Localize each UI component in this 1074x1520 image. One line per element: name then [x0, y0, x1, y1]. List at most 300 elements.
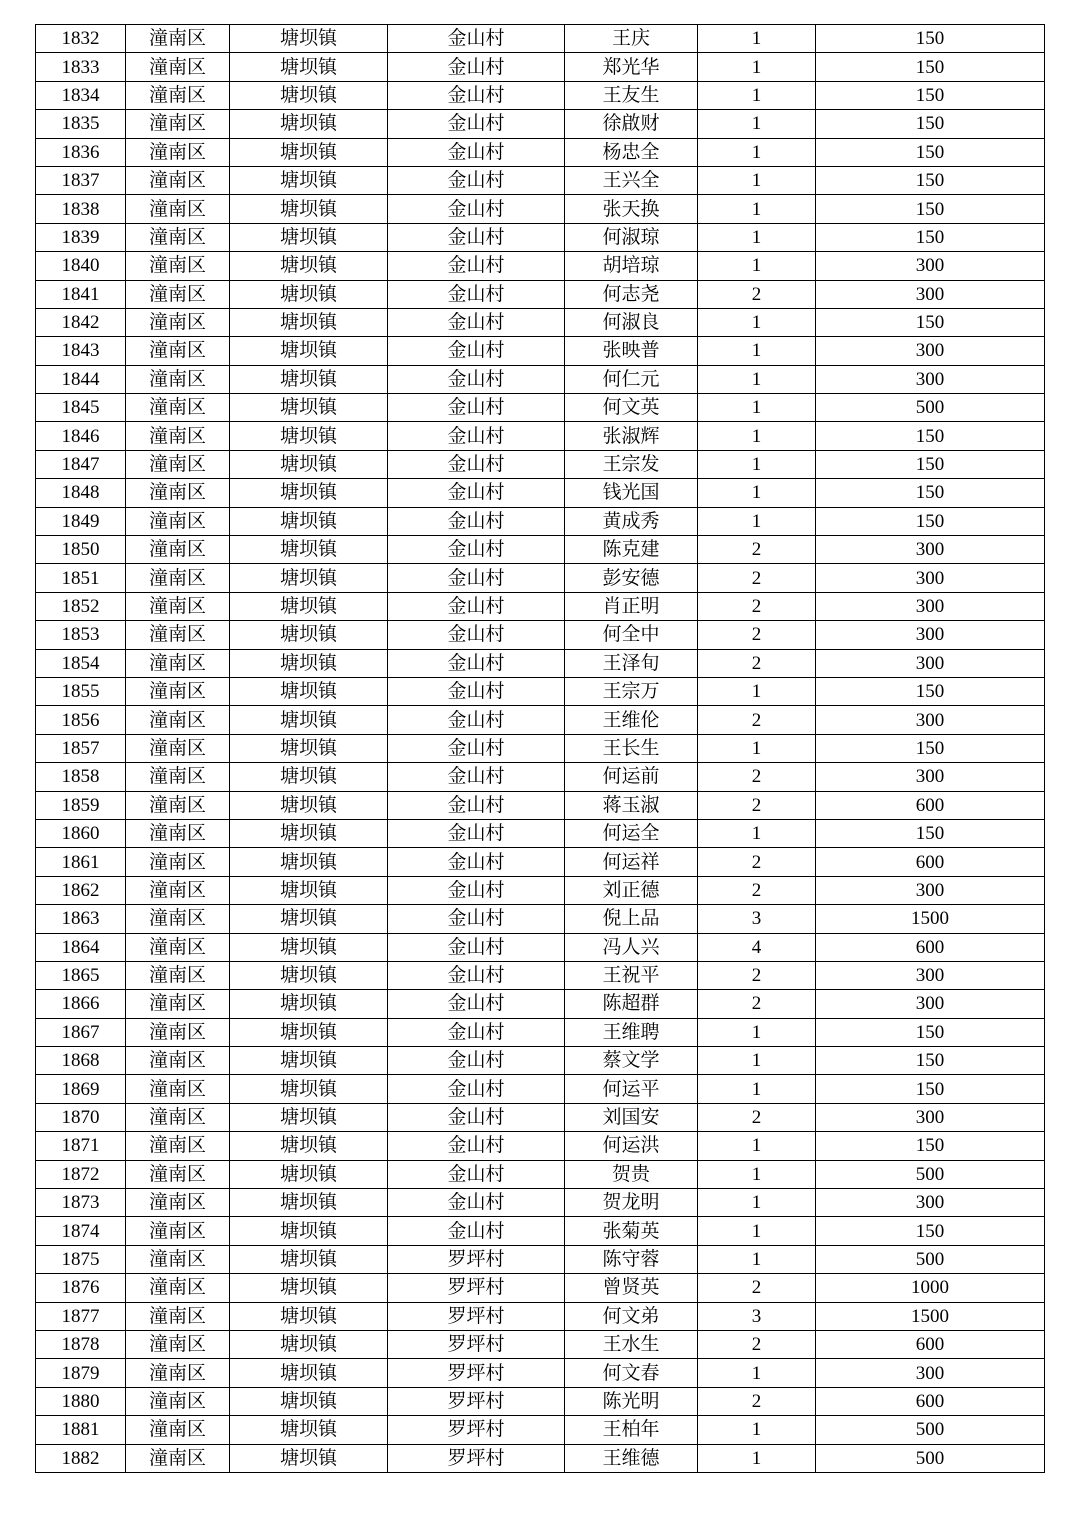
- amount-cell: 150: [816, 507, 1045, 535]
- district-cell: 潼南区: [126, 1103, 230, 1131]
- household-count-cell: 1: [698, 1018, 816, 1046]
- village-cell: 金山村: [388, 110, 565, 138]
- serial-number-cell: 1863: [36, 905, 126, 933]
- amount-cell: 150: [816, 819, 1045, 847]
- serial-number-cell: 1882: [36, 1444, 126, 1472]
- village-cell: 金山村: [388, 365, 565, 393]
- name-cell: 曾贤英: [565, 1274, 698, 1302]
- village-cell: 罗坪村: [388, 1416, 565, 1444]
- table-row: [36, 905, 1045, 933]
- village-cell: 金山村: [388, 876, 565, 904]
- name-cell: 何淑琼: [565, 223, 698, 251]
- household-count-cell: 2: [698, 961, 816, 989]
- town-cell: 塘坝镇: [230, 649, 388, 677]
- town-cell: 塘坝镇: [230, 961, 388, 989]
- name-cell: 何志尧: [565, 280, 698, 308]
- table-row: [36, 365, 1045, 393]
- household-count-cell: 1: [698, 252, 816, 280]
- village-cell: 金山村: [388, 905, 565, 933]
- district-cell: 潼南区: [126, 1132, 230, 1160]
- district-cell: 潼南区: [126, 819, 230, 847]
- name-cell: 王维伦: [565, 706, 698, 734]
- household-count-cell: 1: [698, 138, 816, 166]
- district-cell: 潼南区: [126, 1302, 230, 1330]
- serial-number-cell: 1877: [36, 1302, 126, 1330]
- amount-cell: 300: [816, 1189, 1045, 1217]
- town-cell: 塘坝镇: [230, 1359, 388, 1387]
- district-cell: 潼南区: [126, 138, 230, 166]
- amount-cell: 1500: [816, 1302, 1045, 1330]
- serial-number-cell: 1864: [36, 933, 126, 961]
- household-count-cell: 1: [698, 677, 816, 705]
- name-cell: 何文春: [565, 1359, 698, 1387]
- town-cell: 塘坝镇: [230, 819, 388, 847]
- name-cell: 何全中: [565, 621, 698, 649]
- household-count-cell: 1: [698, 195, 816, 223]
- village-cell: 罗坪村: [388, 1245, 565, 1273]
- name-cell: 刘国安: [565, 1103, 698, 1131]
- village-cell: 罗坪村: [388, 1302, 565, 1330]
- district-cell: 潼南区: [126, 280, 230, 308]
- town-cell: 塘坝镇: [230, 337, 388, 365]
- name-cell: 王长生: [565, 734, 698, 762]
- town-cell: 塘坝镇: [230, 1217, 388, 1245]
- table-row: [36, 649, 1045, 677]
- amount-cell: 300: [816, 706, 1045, 734]
- household-count-cell: 1: [698, 1075, 816, 1103]
- town-cell: 塘坝镇: [230, 308, 388, 336]
- town-cell: 塘坝镇: [230, 706, 388, 734]
- district-cell: 潼南区: [126, 337, 230, 365]
- amount-cell: 300: [816, 252, 1045, 280]
- table-row: [36, 110, 1045, 138]
- household-count-cell: 3: [698, 1302, 816, 1330]
- household-count-cell: 2: [698, 1103, 816, 1131]
- name-cell: 蔡文学: [565, 1047, 698, 1075]
- household-count-cell: 2: [698, 876, 816, 904]
- table-row: [36, 1132, 1045, 1160]
- name-cell: 何运全: [565, 819, 698, 847]
- name-cell: 黄成秀: [565, 507, 698, 535]
- village-cell: 金山村: [388, 280, 565, 308]
- household-count-cell: 1: [698, 1132, 816, 1160]
- name-cell: 胡培琼: [565, 252, 698, 280]
- table-row: [36, 280, 1045, 308]
- name-cell: 王维德: [565, 1444, 698, 1472]
- table-row: [36, 53, 1045, 81]
- name-cell: 郑光华: [565, 53, 698, 81]
- district-cell: 潼南区: [126, 1387, 230, 1415]
- name-cell: 徐啟财: [565, 110, 698, 138]
- town-cell: 塘坝镇: [230, 1274, 388, 1302]
- household-count-cell: 1: [698, 394, 816, 422]
- serial-number-cell: 1875: [36, 1245, 126, 1273]
- household-count-cell: 2: [698, 791, 816, 819]
- amount-cell: 150: [816, 1047, 1045, 1075]
- household-count-cell: 2: [698, 1387, 816, 1415]
- serial-number-cell: 1833: [36, 53, 126, 81]
- name-cell: 陈超群: [565, 990, 698, 1018]
- town-cell: 塘坝镇: [230, 1302, 388, 1330]
- name-cell: 刘正德: [565, 876, 698, 904]
- amount-cell: 150: [816, 166, 1045, 194]
- serial-number-cell: 1865: [36, 961, 126, 989]
- town-cell: 塘坝镇: [230, 280, 388, 308]
- serial-number-cell: 1844: [36, 365, 126, 393]
- town-cell: 塘坝镇: [230, 1018, 388, 1046]
- district-cell: 潼南区: [126, 166, 230, 194]
- town-cell: 塘坝镇: [230, 1387, 388, 1415]
- district-cell: 潼南区: [126, 536, 230, 564]
- serial-number-cell: 1869: [36, 1075, 126, 1103]
- village-cell: 金山村: [388, 252, 565, 280]
- amount-cell: 150: [816, 195, 1045, 223]
- village-cell: 金山村: [388, 990, 565, 1018]
- table-row: [36, 507, 1045, 535]
- serial-number-cell: 1879: [36, 1359, 126, 1387]
- table-row: [36, 1274, 1045, 1302]
- serial-number-cell: 1870: [36, 1103, 126, 1131]
- town-cell: 塘坝镇: [230, 848, 388, 876]
- name-cell: 张淑辉: [565, 422, 698, 450]
- household-count-cell: 2: [698, 592, 816, 620]
- town-cell: 塘坝镇: [230, 876, 388, 904]
- table-row: [36, 450, 1045, 478]
- village-cell: 罗坪村: [388, 1359, 565, 1387]
- district-cell: 潼南区: [126, 507, 230, 535]
- district-cell: 潼南区: [126, 1245, 230, 1273]
- household-count-cell: 2: [698, 564, 816, 592]
- district-cell: 潼南区: [126, 1359, 230, 1387]
- district-cell: 潼南区: [126, 1416, 230, 1444]
- village-cell: 罗坪村: [388, 1274, 565, 1302]
- town-cell: 塘坝镇: [230, 564, 388, 592]
- serial-number-cell: 1843: [36, 337, 126, 365]
- town-cell: 塘坝镇: [230, 734, 388, 762]
- town-cell: 塘坝镇: [230, 536, 388, 564]
- amount-cell: 300: [816, 763, 1045, 791]
- serial-number-cell: 1842: [36, 308, 126, 336]
- name-cell: 何淑良: [565, 308, 698, 336]
- town-cell: 塘坝镇: [230, 53, 388, 81]
- household-count-cell: 2: [698, 621, 816, 649]
- town-cell: 塘坝镇: [230, 1330, 388, 1358]
- amount-cell: 300: [816, 365, 1045, 393]
- village-cell: 金山村: [388, 961, 565, 989]
- serial-number-cell: 1857: [36, 734, 126, 762]
- district-cell: 潼南区: [126, 422, 230, 450]
- amount-cell: 300: [816, 1103, 1045, 1131]
- village-cell: 罗坪村: [388, 1444, 565, 1472]
- serial-number-cell: 1854: [36, 649, 126, 677]
- name-cell: 王泽旬: [565, 649, 698, 677]
- household-count-cell: 2: [698, 706, 816, 734]
- serial-number-cell: 1838: [36, 195, 126, 223]
- household-count-cell: 1: [698, 1245, 816, 1273]
- town-cell: 塘坝镇: [230, 933, 388, 961]
- serial-number-cell: 1868: [36, 1047, 126, 1075]
- village-cell: 金山村: [388, 507, 565, 535]
- village-cell: 金山村: [388, 308, 565, 336]
- table-row: [36, 223, 1045, 251]
- serial-number-cell: 1853: [36, 621, 126, 649]
- serial-number-cell: 1835: [36, 110, 126, 138]
- household-count-cell: 1: [698, 1189, 816, 1217]
- name-cell: 冯人兴: [565, 933, 698, 961]
- table-row: [36, 1103, 1045, 1131]
- amount-cell: 300: [816, 1359, 1045, 1387]
- table-row: [36, 308, 1045, 336]
- town-cell: 塘坝镇: [230, 905, 388, 933]
- village-cell: 金山村: [388, 933, 565, 961]
- amount-cell: 600: [816, 791, 1045, 819]
- household-count-cell: 2: [698, 990, 816, 1018]
- village-cell: 金山村: [388, 677, 565, 705]
- village-cell: 金山村: [388, 394, 565, 422]
- district-cell: 潼南区: [126, 365, 230, 393]
- name-cell: 王维聘: [565, 1018, 698, 1046]
- town-cell: 塘坝镇: [230, 1416, 388, 1444]
- name-cell: 何运洪: [565, 1132, 698, 1160]
- district-cell: 潼南区: [126, 621, 230, 649]
- name-cell: 王宗万: [565, 677, 698, 705]
- serial-number-cell: 1851: [36, 564, 126, 592]
- register-table-body: [36, 25, 1045, 1473]
- household-count-cell: 2: [698, 848, 816, 876]
- town-cell: 塘坝镇: [230, 138, 388, 166]
- name-cell: 陈光明: [565, 1387, 698, 1415]
- household-count-cell: 2: [698, 649, 816, 677]
- district-cell: 潼南区: [126, 394, 230, 422]
- amount-cell: 150: [816, 479, 1045, 507]
- village-cell: 金山村: [388, 25, 565, 53]
- district-cell: 潼南区: [126, 734, 230, 762]
- table-row: [36, 933, 1045, 961]
- name-cell: 肖正明: [565, 592, 698, 620]
- table-row: [36, 791, 1045, 819]
- district-cell: 潼南区: [126, 1018, 230, 1046]
- name-cell: 何运前: [565, 763, 698, 791]
- town-cell: 塘坝镇: [230, 1047, 388, 1075]
- district-cell: 潼南区: [126, 677, 230, 705]
- table-row: [36, 252, 1045, 280]
- amount-cell: 150: [816, 1217, 1045, 1245]
- table-row: [36, 848, 1045, 876]
- household-count-cell: 1: [698, 507, 816, 535]
- district-cell: 潼南区: [126, 1075, 230, 1103]
- table-row: [36, 1160, 1045, 1188]
- district-cell: 潼南区: [126, 1160, 230, 1188]
- table-row: [36, 1075, 1045, 1103]
- table-row: [36, 564, 1045, 592]
- name-cell: 陈守蓉: [565, 1245, 698, 1273]
- village-cell: 金山村: [388, 1103, 565, 1131]
- household-count-cell: 1: [698, 479, 816, 507]
- town-cell: 塘坝镇: [230, 621, 388, 649]
- district-cell: 潼南区: [126, 649, 230, 677]
- serial-number-cell: 1847: [36, 450, 126, 478]
- name-cell: 何运祥: [565, 848, 698, 876]
- household-count-cell: 1: [698, 81, 816, 109]
- town-cell: 塘坝镇: [230, 110, 388, 138]
- serial-number-cell: 1856: [36, 706, 126, 734]
- table-row: [36, 734, 1045, 762]
- serial-number-cell: 1839: [36, 223, 126, 251]
- village-cell: 金山村: [388, 337, 565, 365]
- table-row: [36, 621, 1045, 649]
- household-count-cell: 2: [698, 536, 816, 564]
- table-row: [36, 1047, 1045, 1075]
- village-cell: 金山村: [388, 763, 565, 791]
- table-row: [36, 1330, 1045, 1358]
- table-row: [36, 592, 1045, 620]
- serial-number-cell: 1852: [36, 592, 126, 620]
- serial-number-cell: 1848: [36, 479, 126, 507]
- amount-cell: 150: [816, 110, 1045, 138]
- district-cell: 潼南区: [126, 564, 230, 592]
- village-cell: 金山村: [388, 592, 565, 620]
- district-cell: 潼南区: [126, 848, 230, 876]
- serial-number-cell: 1861: [36, 848, 126, 876]
- name-cell: 蒋玉淑: [565, 791, 698, 819]
- village-cell: 金山村: [388, 1075, 565, 1103]
- household-count-cell: 1: [698, 1047, 816, 1075]
- name-cell: 王宗发: [565, 450, 698, 478]
- town-cell: 塘坝镇: [230, 81, 388, 109]
- district-cell: 潼南区: [126, 252, 230, 280]
- serial-number-cell: 1859: [36, 791, 126, 819]
- village-cell: 金山村: [388, 53, 565, 81]
- district-cell: 潼南区: [126, 1047, 230, 1075]
- village-cell: 金山村: [388, 450, 565, 478]
- name-cell: 王庆: [565, 25, 698, 53]
- serial-number-cell: 1832: [36, 25, 126, 53]
- town-cell: 塘坝镇: [230, 1075, 388, 1103]
- town-cell: 塘坝镇: [230, 677, 388, 705]
- name-cell: 王兴全: [565, 166, 698, 194]
- household-count-cell: 4: [698, 933, 816, 961]
- table-row: [36, 1217, 1045, 1245]
- name-cell: 何仁元: [565, 365, 698, 393]
- household-count-cell: 1: [698, 1416, 816, 1444]
- table-row: [36, 1416, 1045, 1444]
- household-count-cell: 1: [698, 1217, 816, 1245]
- village-cell: 金山村: [388, 1160, 565, 1188]
- name-cell: 贺贵: [565, 1160, 698, 1188]
- village-cell: 罗坪村: [388, 1387, 565, 1415]
- district-cell: 潼南区: [126, 791, 230, 819]
- town-cell: 塘坝镇: [230, 990, 388, 1018]
- table-row: [36, 138, 1045, 166]
- serial-number-cell: 1881: [36, 1416, 126, 1444]
- table-row: [36, 763, 1045, 791]
- name-cell: 何文弟: [565, 1302, 698, 1330]
- serial-number-cell: 1880: [36, 1387, 126, 1415]
- table-row: [36, 1359, 1045, 1387]
- amount-cell: 300: [816, 621, 1045, 649]
- name-cell: 钱光国: [565, 479, 698, 507]
- table-row: [36, 819, 1045, 847]
- village-cell: 金山村: [388, 1217, 565, 1245]
- serial-number-cell: 1834: [36, 81, 126, 109]
- serial-number-cell: 1849: [36, 507, 126, 535]
- village-cell: 金山村: [388, 1132, 565, 1160]
- district-cell: 潼南区: [126, 592, 230, 620]
- household-count-cell: 1: [698, 337, 816, 365]
- table-row: [36, 337, 1045, 365]
- village-cell: 金山村: [388, 81, 565, 109]
- town-cell: 塘坝镇: [230, 1189, 388, 1217]
- household-count-cell: 1: [698, 223, 816, 251]
- household-count-cell: 3: [698, 905, 816, 933]
- amount-cell: 1000: [816, 1274, 1045, 1302]
- district-cell: 潼南区: [126, 961, 230, 989]
- amount-cell: 300: [816, 649, 1045, 677]
- district-cell: 潼南区: [126, 905, 230, 933]
- table-row: [36, 394, 1045, 422]
- district-cell: 潼南区: [126, 110, 230, 138]
- district-cell: 潼南区: [126, 450, 230, 478]
- amount-cell: 150: [816, 450, 1045, 478]
- village-cell: 金山村: [388, 791, 565, 819]
- village-cell: 金山村: [388, 706, 565, 734]
- serial-number-cell: 1858: [36, 763, 126, 791]
- amount-cell: 300: [816, 337, 1045, 365]
- name-cell: 贺龙明: [565, 1189, 698, 1217]
- table-row: [36, 1444, 1045, 1472]
- name-cell: 倪上品: [565, 905, 698, 933]
- town-cell: 塘坝镇: [230, 763, 388, 791]
- household-count-cell: 1: [698, 1359, 816, 1387]
- name-cell: 张天换: [565, 195, 698, 223]
- name-cell: 何文英: [565, 394, 698, 422]
- district-cell: 潼南区: [126, 195, 230, 223]
- village-cell: 金山村: [388, 848, 565, 876]
- table-row: [36, 961, 1045, 989]
- town-cell: 塘坝镇: [230, 223, 388, 251]
- household-count-cell: 1: [698, 25, 816, 53]
- serial-number-cell: 1841: [36, 280, 126, 308]
- village-cell: 金山村: [388, 166, 565, 194]
- table-row: [36, 1245, 1045, 1273]
- district-cell: 潼南区: [126, 25, 230, 53]
- town-cell: 塘坝镇: [230, 1103, 388, 1131]
- village-cell: 金山村: [388, 649, 565, 677]
- village-cell: 金山村: [388, 564, 565, 592]
- district-cell: 潼南区: [126, 706, 230, 734]
- serial-number-cell: 1866: [36, 990, 126, 1018]
- serial-number-cell: 1872: [36, 1160, 126, 1188]
- town-cell: 塘坝镇: [230, 1132, 388, 1160]
- table-row: [36, 990, 1045, 1018]
- serial-number-cell: 1876: [36, 1274, 126, 1302]
- amount-cell: 300: [816, 961, 1045, 989]
- amount-cell: 300: [816, 536, 1045, 564]
- village-cell: 金山村: [388, 1047, 565, 1075]
- town-cell: 塘坝镇: [230, 422, 388, 450]
- household-count-cell: 1: [698, 53, 816, 81]
- district-cell: 潼南区: [126, 990, 230, 1018]
- amount-cell: 150: [816, 223, 1045, 251]
- name-cell: 王水生: [565, 1330, 698, 1358]
- amount-cell: 600: [816, 933, 1045, 961]
- amount-cell: 600: [816, 1330, 1045, 1358]
- amount-cell: 150: [816, 1075, 1045, 1103]
- name-cell: 杨忠全: [565, 138, 698, 166]
- household-count-cell: 1: [698, 166, 816, 194]
- district-cell: 潼南区: [126, 479, 230, 507]
- table-row: [36, 422, 1045, 450]
